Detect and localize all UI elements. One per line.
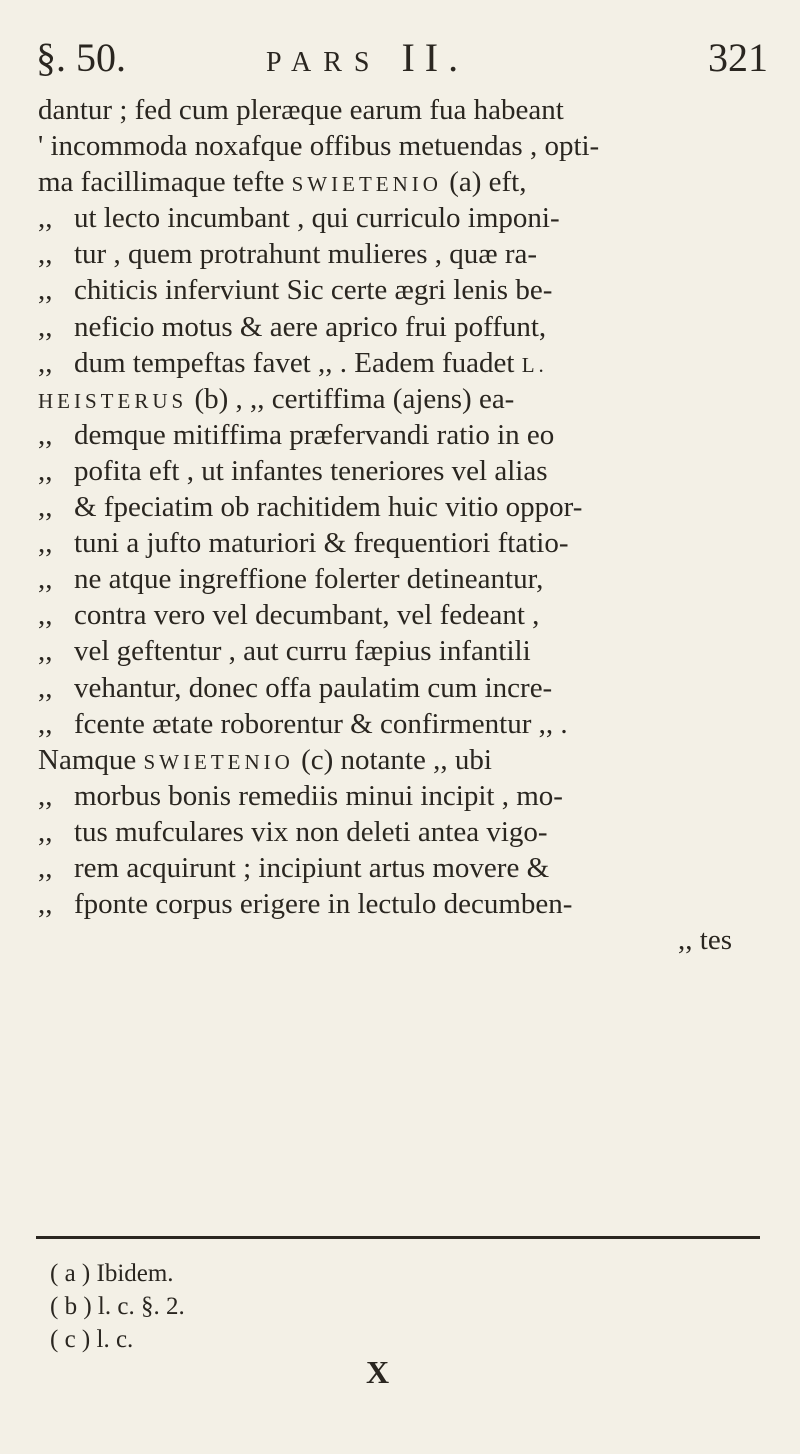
- quote-mark: ,,: [38, 707, 53, 740]
- text-line: [38, 814, 768, 850]
- quote-mark: ,,: [38, 491, 53, 524]
- footnote-b: ( b ) l. c. §. 2.: [50, 1293, 185, 1320]
- line-text: (b) , ,, certiffima (ajens) ea-: [187, 382, 515, 415]
- author-name: SWIETENIO: [291, 172, 442, 197]
- text-line: [38, 597, 768, 633]
- text-line: [38, 489, 768, 525]
- line-text: fcente ætate roborentur & confirmentur ,, .: [74, 707, 568, 740]
- text-line: [38, 670, 768, 706]
- line-text: ne atque ingreffione folerter detineantur,: [74, 563, 544, 596]
- line-text: vel geftentur , aut curru fæpius infantili: [74, 635, 531, 668]
- line-text: tus mufculares vix non deleti antea vigo-: [74, 815, 548, 848]
- quote-mark: ,,: [38, 563, 53, 596]
- text-line: [38, 561, 768, 597]
- line-text: chiticis inferviunt Sic certe ægri lenis be-: [74, 274, 553, 307]
- line-text: tur , quem protrahunt mulieres , quæ ra-: [74, 238, 538, 271]
- line-text: Namque: [38, 743, 144, 776]
- line-text: (a) eft,: [441, 166, 527, 199]
- line-text: ma facillimaque tefte: [38, 166, 292, 199]
- quote-mark: ,,: [38, 454, 53, 487]
- quote-mark: ,,: [38, 202, 53, 235]
- footnote-a: ( a ) Ibidem.: [50, 1260, 174, 1287]
- text-line: [38, 381, 768, 417]
- quote-mark: ,,: [38, 346, 53, 379]
- text-line: [38, 236, 768, 272]
- text-line: [38, 742, 768, 778]
- line-text: dantur ; fed cum pleræque earum fua habeant: [38, 94, 564, 126]
- text-line: [38, 778, 768, 814]
- text-line: [38, 200, 768, 236]
- quote-mark: ,,: [38, 599, 53, 632]
- line-text: pofita eft , ut infantes teneriores vel alias: [74, 454, 548, 487]
- quote-mark: ,,: [38, 888, 53, 921]
- quote-mark: ,,: [38, 310, 53, 343]
- text-line: [38, 633, 768, 669]
- running-header: [36, 30, 768, 86]
- line-text: & fpeciatim ob rachitidem huic vitio oppor-: [74, 491, 583, 524]
- text-line: [38, 706, 768, 742]
- text-line: [38, 417, 768, 453]
- text-line: [38, 92, 768, 128]
- body-text: [38, 92, 768, 958]
- text-line: [38, 345, 768, 381]
- quote-mark: ,,: [38, 238, 53, 271]
- author-name: SWIETENIO: [143, 749, 294, 774]
- quote-mark: ,,: [38, 418, 53, 451]
- line-text: ' incommoda noxafque offibus metuendas , opti-: [38, 130, 600, 163]
- text-line: [38, 128, 768, 164]
- author-name: L.: [521, 352, 548, 377]
- line-text: demque mitiffima præfervandi ratio in eo: [74, 418, 555, 451]
- quote-mark: ,,: [38, 815, 53, 848]
- quote-mark: ,,: [38, 274, 53, 307]
- line-text: dum tempeftas favet ,, . Eadem fuadet: [74, 346, 522, 379]
- text-line: [38, 309, 768, 345]
- line-text: neficio motus & aere aprico frui poffunt,: [74, 310, 547, 343]
- signature-mark: X: [366, 1354, 390, 1390]
- line-text: (c) notante ,, ubi: [293, 743, 492, 776]
- text-line: [38, 886, 768, 922]
- part-title: [266, 30, 468, 91]
- quote-mark: ,,: [38, 635, 53, 668]
- footnote-c: ( c ) l. c.: [50, 1326, 134, 1353]
- line-text: fponte corpus erigere in lectulo decumben-: [74, 888, 573, 921]
- text-line: [38, 525, 768, 561]
- line-text: tuni a jufto maturiori & frequentiori ftatio-: [74, 527, 569, 560]
- footnote-rule: [36, 1236, 760, 1239]
- text-line: [38, 164, 768, 200]
- line-text: morbus bonis remediis minui incipit , mo-: [74, 779, 563, 812]
- quote-mark: ,,: [38, 671, 53, 704]
- line-text: ut lecto incumbant , qui curriculo imponi-: [74, 202, 560, 235]
- quote-mark: ,,: [38, 527, 53, 560]
- footnotes: [50, 1257, 550, 1356]
- text-line: [38, 453, 768, 489]
- text-line: [38, 850, 768, 886]
- author-name: HEISTERUS: [38, 388, 188, 413]
- quote-mark: ,,: [38, 851, 53, 884]
- line-text: vehantur, donec offa paulatim cum incre-: [74, 671, 553, 704]
- part-number: II.: [401, 35, 469, 80]
- line-text: contra vero vel decumbant, vel fedeant ,: [74, 599, 540, 632]
- part-label: PARS: [266, 47, 382, 78]
- line-text: rem acquirunt ; incipiunt artus movere &: [74, 851, 550, 884]
- text-line: [38, 272, 768, 308]
- catchword: ,, tes: [678, 924, 732, 957]
- section-number: §. 50.: [36, 35, 126, 80]
- page-number: 321: [708, 35, 768, 80]
- quote-mark: ,,: [38, 779, 53, 812]
